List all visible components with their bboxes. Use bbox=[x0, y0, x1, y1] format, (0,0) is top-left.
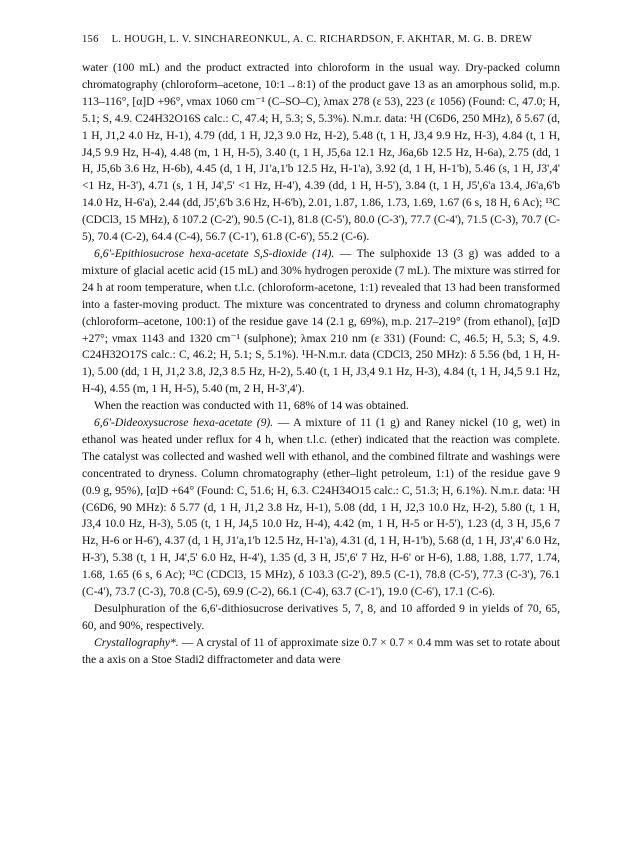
section-heading: 6,6'-Epithiosucrose hexa-acetate S,S-dioxide (14). bbox=[94, 246, 335, 260]
paragraph-text: water (100 mL) and the product extracted into chloroform in the usual way. Dry-packed column chromatography (chloroform–acetone, 10:1→8:1) of the product gave 13 as an amorphous solid, m.p. 113–116°, [α]D +96°, νmax 1060 cm⁻¹ (C–SO–C), λmax 278 (ε 53), 223 (ε 1056) (Found: C, 47.0; H, 5.1; S, 4.9. C24H32O16S calc.: C, 47.4; H, 5.3; S, 5.3%). N.m.r. data: ¹H (C6D6, 250 MHz), δ 5.67 (d, 1 H, J1,2 4.0 Hz, H-1), 4.79 (dd, 1 H, J2,3 9.0 Hz, H-2), 5.48 (t, 1 H, J3,4 9.9 Hz, H-3), 4.84 (t, 1 H, J4,5 9.9 Hz, H-4), 4.48 (m, 1 H, H-5), 3.40 (t, 1 H, J5,6a 12.1 Hz, J6a,6b 12.5 Hz, H-6a), 2.75 (dd, 1 H, J5,6b 3.6 Hz, H-6b), 4.45 (d, 1 H, J1'a,1'b 12.5 Hz, H-1'a), 3.92 (d, 1 H, H-1'b), 5.46 (s, 1 H, J3',4' <1 Hz, H-3'), 4.71 (s, 1 H, J4',5' <1 Hz, H-4'), 4.39 (dd, 1 H, H-5'), 3.84 (t, 1 H, J5',6'a 13.4, J6'a,6'b 14.0 Hz, H-6'a), 2.44 (dd, J5',6'b 3.6 Hz, H-6'b), 2.01, 1.87, 1.86, 1.73, 1.69, 1.67 (6 s, 18 H, 6 Ac); ¹³C (CDCl3, 15 MHz), δ 107.2 (C-2'), 90.5 (C-1), 81.8 (C-5'), 80.0 (C-3'), 77.7 (C-4'), 71.5 (C-3), 70.7 (C-5), 70.4 (C-2), 64.4 (C-4), 56.7 (C-1'), 61.8 (C-6'), 55.2 (C-6). bbox=[82, 61, 560, 244]
article-body bbox=[82, 60, 560, 669]
paragraph-reaction-note bbox=[82, 398, 560, 415]
section-heading: Crystallography*. bbox=[94, 635, 179, 649]
author-line: L. HOUGH, L. V. SINCHAREONKUL, A. C. RICHARDSON, F. AKHTAR, M. G. B. DREW bbox=[111, 34, 533, 45]
paragraph-text: — A crystal of 11 of approximate size 0.7 × 0.7 × 0.4 mm was set to rotate about the a axis on a Stoe Stadi2 diffractometer and data were bbox=[82, 635, 560, 666]
paragraph-text: When the reaction was conducted with 11, 68% of 14 was obtained. bbox=[94, 399, 409, 413]
paragraph-crystallography bbox=[82, 635, 560, 669]
paragraph-text: — The sulphoxide 13 (3 g) was added to a mixture of glacial acetic acid (15 mL) and 30% hydrogen peroxide (7 mL). The mixture was stirred for 24 h at room temperature, when t.l.c. (chloroform-acetone, 1:1) revealed that 13 had been transformed into a faster-moving product. The mixture was concentrated to dryness and column chromatography (chloroform–acetone, 100:1) of the residue gave 14 (2.1 g, 69%), m.p. 217–219° (from ethanol), [α]D +27°; νmax 1143 and 1320 cm⁻¹ (sulphone); λmax 210 nm (ε 331) (Found: C, 46.5; H, 5.3; S, 4.9. C24H32O17S calc.: C, 46.2; H, 5.1; S, 5.1%). ¹H-N.m.r. data (CDCl3, 250 MHz): δ 5.56 (bd, 1 H, H-1), 5.00 (dd, 1 H, J1,2 3.8, J2,3 8.5 Hz, H-2), 5.40 (t, 1 H, J3,4 9.1 Hz, H-3), 4.84 (t, 1 H, J4,5 9.1 Hz, H-4), 4.55 (m, 1 H, H-5), 5.40 (m, 2 H, H-3',4'). bbox=[82, 246, 560, 396]
paragraph-compound-13-data bbox=[82, 60, 560, 246]
running-header bbox=[82, 34, 562, 45]
paragraph-text: — A mixture of 11 (1 g) and Raney nickel (10 g, wet) in ethanol was heated under reflux for 4 h, when t.l.c. (ether) indicated that the reaction was complete. The catalyst was collected and washed well with ethanol, and the combined filtrate and washings were concentrated to dryness. Column chromatography (ether–light petroleum, 1:1) of the residue gave 9 (0.9 g, 95%), [α]D +64° (Found: C, 51.6; H, 6.3. C24H34O15 calc.: C, 51.3; H, 6.1%). N.m.r. data: ¹H (C6D6, 90 MHz): δ 5.77 (d, 1 H, J1,2 3.8 Hz, H-1), 5.08 (dd, 1 H, J2,3 10.0 Hz, H-2), 5.80 (t, 1 H, J3,4 10.0 Hz, H-3), 5.05 (t, 1 H, J4,5 10.0 Hz, H-4), 4.42 (m, 1 H, H-5 or H-5'), 1.23 (d, 3 H, J5,6 7 Hz, H-6 or H-6'), 4.37 (d, 1 H, J1'a,1'b 12.5 Hz, H-1'a), 4.31 (d, 1 H, H-1'b), 5.68 (d, 1 H, J3',4' 6.0 Hz, H-3'), 5.38 (t, 1 H, J4',5' 6.0 Hz, H-4'), 1.35 (d, 3 H, J5',6' 7 Hz, H-6' or H-6), 1.88, 1.88, 1.77, 1.74, 1.68, 1.65 (6 s, 6 Ac); ¹³C (CDCl3, 15 MHz), δ 103.3 (C-2'), 89.5 (C-1), 78.8 (C-5'), 77.3 (C-3'), 76.1 (C-4'), 73.7 (C-3), 70.8 (C-5), 69.9 (C-2), 66.1 (C-4), 63.7 (C-1'), 19.0 (C-6'), 17.1 (C-6). bbox=[82, 416, 560, 599]
paragraph-text: Desulphuration of the 6,6'-dithiosucrose derivatives 5, 7, 8, and 10 afforded 9 in yields of 70, 65, 60, and 90%, respectively. bbox=[82, 602, 560, 632]
paragraph-compound-14 bbox=[82, 246, 560, 398]
page-number: 156 bbox=[82, 34, 99, 45]
paragraph-desulphuration bbox=[82, 601, 560, 635]
paragraph-compound-9 bbox=[82, 415, 560, 601]
section-heading: 6,6'-Dideoxysucrose hexa-acetate (9). bbox=[94, 416, 274, 430]
